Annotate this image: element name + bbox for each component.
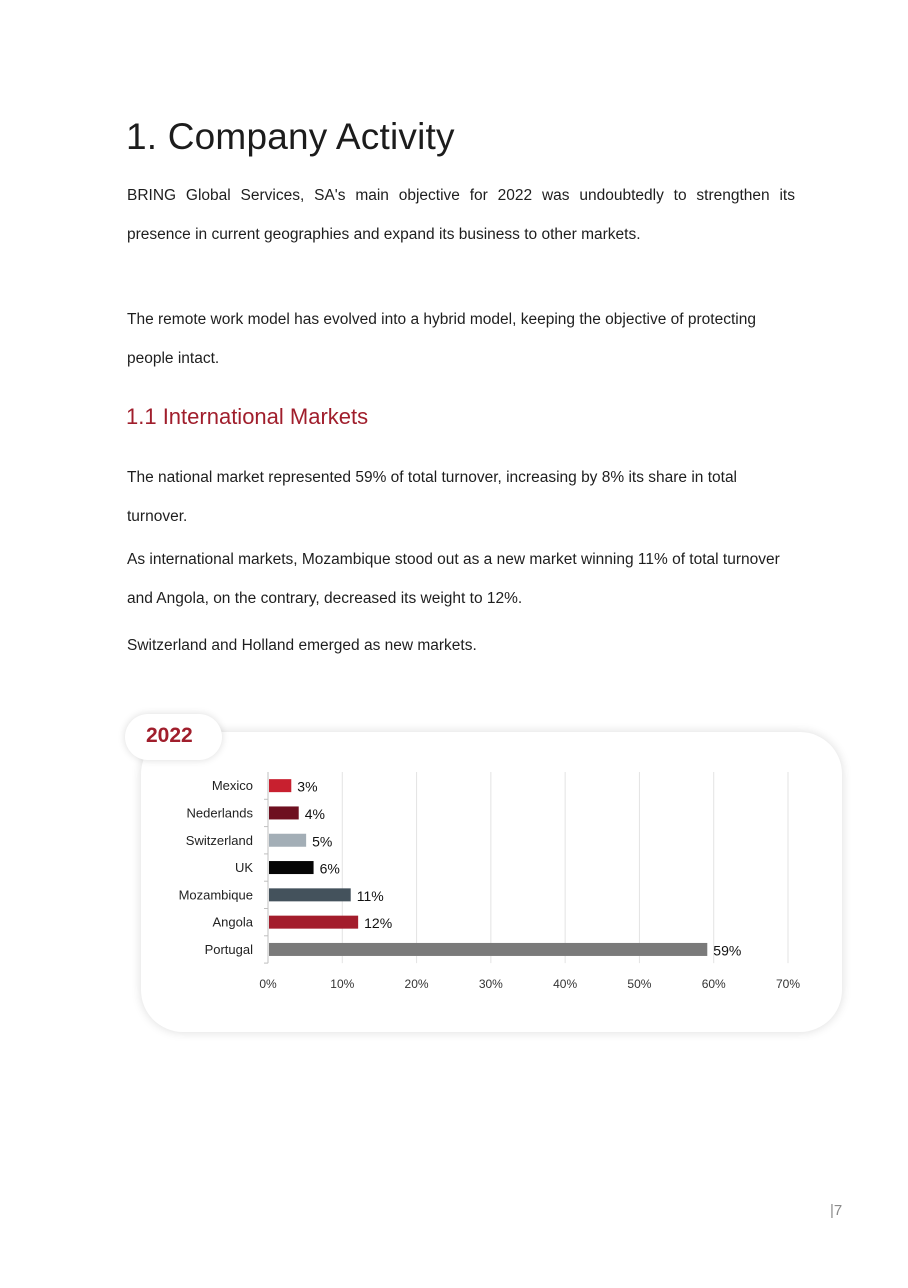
category-label: Angola bbox=[212, 914, 253, 930]
category-label: Nederlands bbox=[186, 805, 253, 821]
x-tick-label: 20% bbox=[404, 977, 429, 991]
category-label: Mozambique bbox=[178, 887, 253, 903]
section-paragraph-1: The national market represented 59% of total turnover, increasing by 8% its share in total turnover. bbox=[127, 469, 738, 525]
bar bbox=[269, 806, 299, 819]
category-label: Switzerland bbox=[185, 832, 253, 848]
value-label: 59% bbox=[713, 942, 742, 959]
bar bbox=[269, 943, 707, 956]
bar bbox=[269, 834, 306, 847]
bar bbox=[269, 916, 358, 929]
chart-year-label: 2022 bbox=[146, 724, 193, 747]
value-label: 11% bbox=[356, 887, 384, 904]
section-paragraph-3: Switzerland and Holland emerged as new markets. bbox=[127, 637, 477, 654]
value-label: 4% bbox=[304, 805, 325, 822]
value-label: 12% bbox=[364, 915, 393, 932]
x-tick-label: 70% bbox=[775, 977, 801, 991]
category-label: UK bbox=[234, 860, 253, 876]
bar bbox=[269, 861, 314, 874]
bar bbox=[269, 779, 291, 792]
section-paragraph-2: As international markets, Mozambique stood out as a new market winning 11% of total turnover and Angola, on the contrary, decreased its weight to 12%. bbox=[127, 551, 780, 607]
page-title: 1. Company Activity bbox=[126, 116, 455, 157]
page-number: |7 bbox=[830, 1202, 843, 1219]
section-title: 1.1 International Markets bbox=[126, 404, 369, 429]
intro-paragraph-1: BRING Global Services, SA's main objective for 2022 was undoubtedly to strengthen its presence in current geographies and expand its business to other markets. bbox=[127, 187, 795, 243]
x-tick-label: 30% bbox=[478, 977, 503, 991]
value-label: 6% bbox=[319, 860, 340, 877]
category-label: Portugal bbox=[204, 941, 253, 957]
bar bbox=[269, 888, 351, 901]
x-tick-label: 50% bbox=[627, 977, 652, 991]
intro-paragraph-2: The remote work model has evolved into a hybrid model, keeping the objective of protecting people intact. bbox=[127, 311, 756, 367]
value-label: 5% bbox=[312, 833, 333, 850]
x-tick-label: 60% bbox=[701, 977, 726, 991]
value-label: 3% bbox=[297, 778, 318, 795]
x-tick-label: 40% bbox=[553, 977, 578, 991]
x-tick-label: 10% bbox=[330, 977, 355, 991]
category-label: Mexico bbox=[211, 778, 253, 794]
x-tick-label: 0% bbox=[259, 977, 277, 991]
